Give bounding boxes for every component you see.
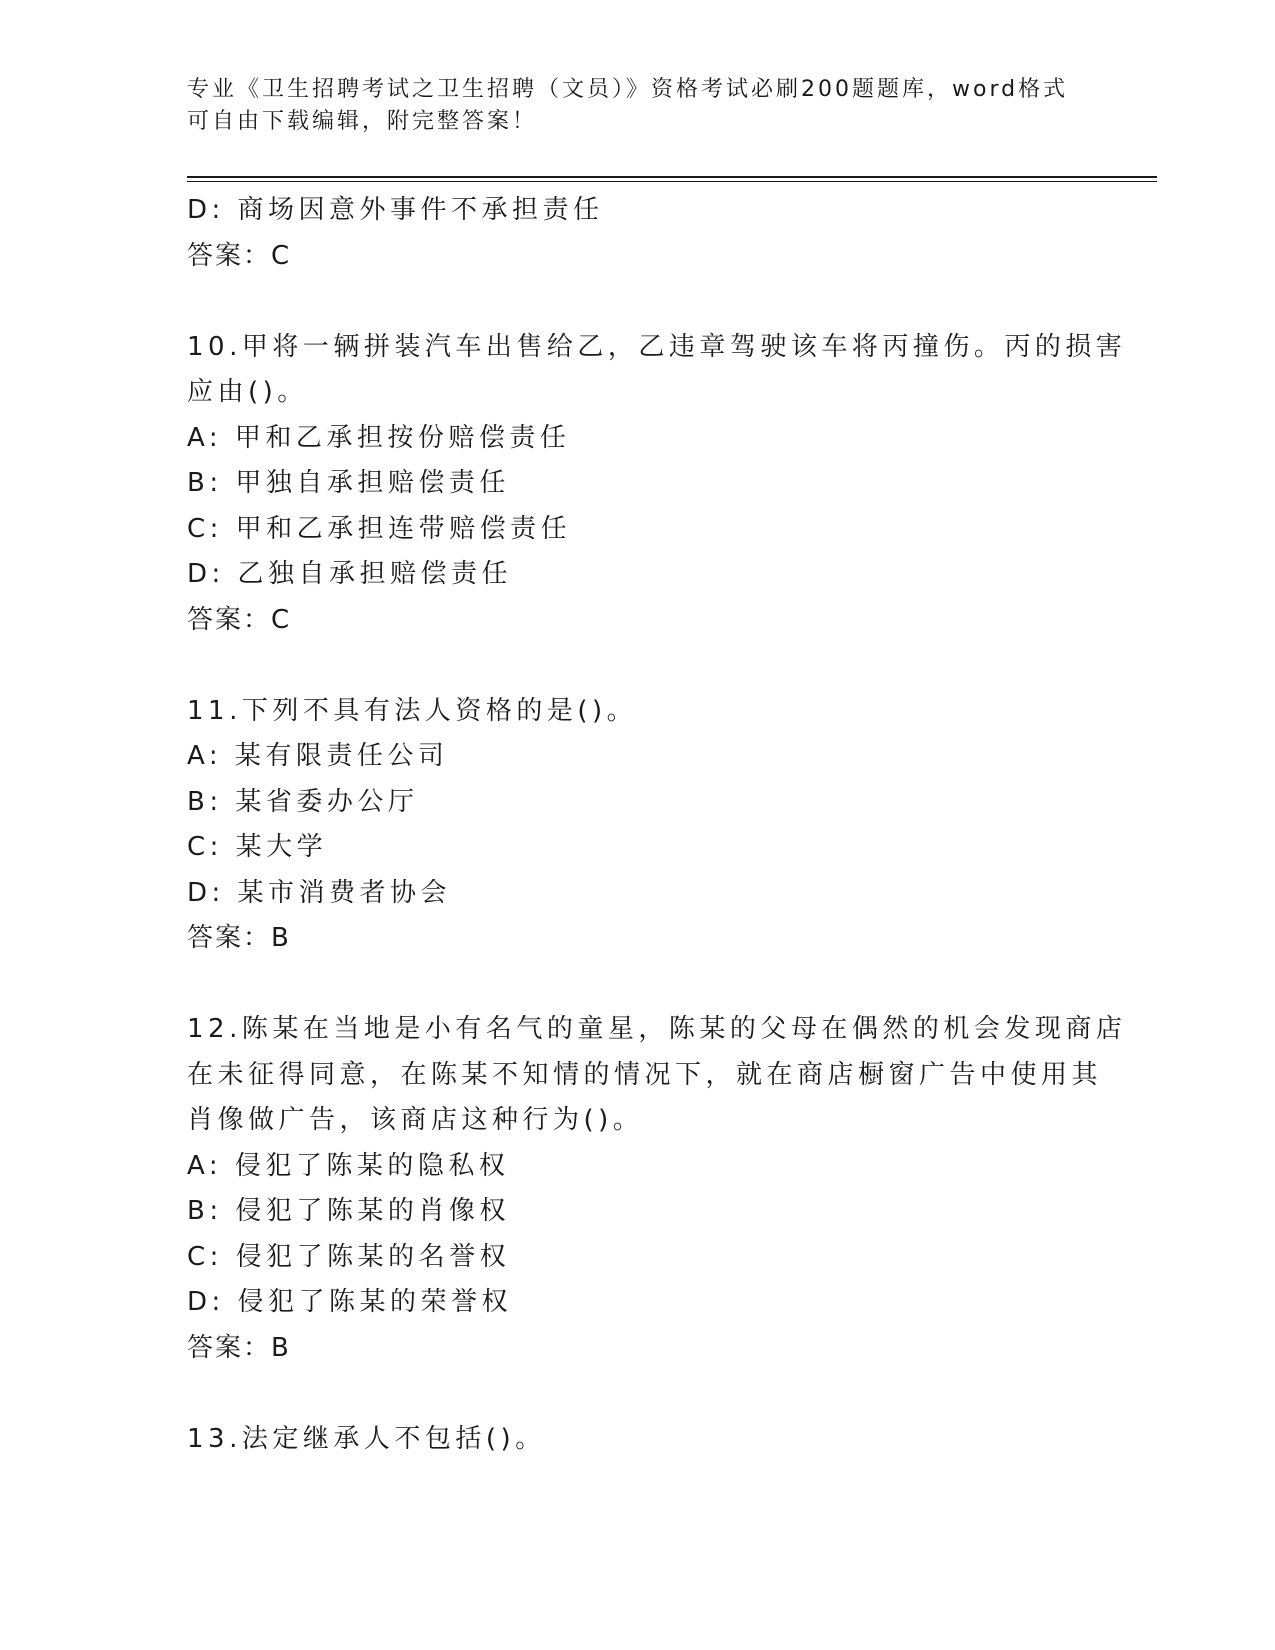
header-divider-thin [187, 181, 1157, 182]
question-stem: 肖像做广告，该商店这种行为()。 [187, 1105, 644, 1135]
option-d: D: 侵犯了陈某的荣誉权 [187, 1287, 513, 1317]
option-b: B: 某省委办公厅 [187, 786, 419, 817]
option-d: D: 某市消费者协会 [187, 877, 452, 908]
header-line-2: 可自由下载编辑，附完整答案！ [187, 109, 538, 134]
option-d: D: 乙独自承担赔偿责任 [187, 559, 513, 589]
spacer [187, 643, 1087, 689]
question-stem: 10.甲将一辆拼装汽车出售给乙，乙违章驾驶该车将丙撞伤。丙的损害 [187, 331, 1127, 362]
answer: 答案：B [187, 1332, 291, 1363]
answer: 答案：C [187, 604, 292, 635]
question-12 [187, 1007, 1127, 1371]
option-b: B: 侵犯了陈某的肖像权 [187, 1196, 510, 1226]
question-11 [187, 689, 1087, 962]
document-header [187, 74, 1087, 138]
option-b: B: 甲独自承担赔偿责任 [187, 468, 510, 498]
option-c: C: 某大学 [187, 832, 328, 862]
option-d: D: 商场因意外事件不承担责任 [187, 195, 604, 225]
question-stem: 在未征得同意，在陈某不知情的情况下，就在商店橱窗广告中使用其 [187, 1059, 1103, 1090]
question-10 [187, 325, 1127, 644]
spacer [187, 279, 1087, 325]
question-stem: 应由()。 [187, 377, 308, 407]
question-stem: 13.法定继承人不包括()。 [187, 1423, 546, 1454]
option-c: C: 侵犯了陈某的名誉权 [187, 1241, 511, 1272]
spacer [187, 962, 1087, 1008]
option-c: C: 甲和乙承担连带赔偿责任 [187, 513, 572, 544]
header-line-1: 专业《卫生招聘考试之卫生招聘（文员）》资格考试必刷200题题库，word格式 [187, 77, 1069, 102]
question-stem: 11.下列不具有法人资格的是()。 [187, 695, 638, 726]
spacer [187, 1371, 1087, 1417]
option-a: A: 某有限责任公司 [187, 741, 449, 771]
question-content [187, 188, 1127, 1462]
answer: 答案：C [187, 240, 292, 271]
header-divider [187, 176, 1157, 178]
option-a: A: 侵犯了陈某的隐私权 [187, 1150, 510, 1181]
option-a: A: 甲和乙承担按份赔偿责任 [187, 422, 571, 453]
question-13 [187, 1417, 1087, 1463]
question-stem: 12.陈某在当地是小有名气的童星，陈某的父母在偶然的机会发现商店 [187, 1014, 1127, 1044]
answer: 答案：B [187, 923, 291, 953]
